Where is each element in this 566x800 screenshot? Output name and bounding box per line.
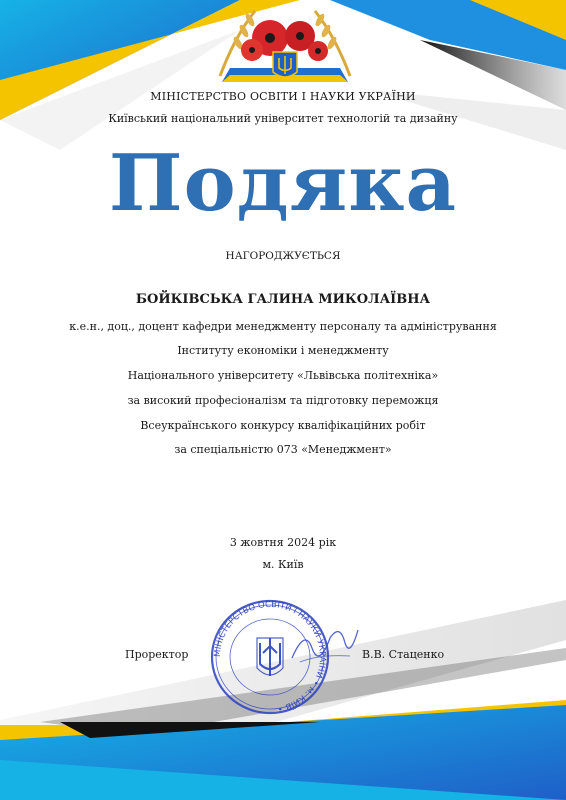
recipient-line: Національного університету «Львівська політехніка» bbox=[127, 369, 439, 382]
seal-text: МІНІСТЕРСТВО ОСВІТИ І НАУКИ УКРАЇНИ • м. КИЇВ • bbox=[212, 599, 328, 714]
signature-name: В.В. Стаценко bbox=[362, 648, 445, 661]
certificate-title: Подяка bbox=[108, 138, 458, 229]
signature-scribble bbox=[290, 618, 360, 668]
recipient-line: к.е.н., доц., доцент кафедри менеджменту персоналу та адміністрування bbox=[69, 320, 497, 333]
issue-date: 3 жовтня 2024 рік bbox=[229, 536, 337, 549]
awarded-label: НАГОРОДЖУЄТЬСЯ bbox=[225, 250, 341, 262]
ministry-heading: МІНІСТЕРСТВО ОСВІТИ І НАУКИ УКРАЇНИ bbox=[150, 90, 416, 103]
poppy-emblem-icon bbox=[200, 6, 370, 90]
recipient-line: Всеукраїнського конкурсу кваліфікаційних робіт bbox=[140, 419, 426, 432]
university-heading: Київський національний університет технологій та дизайну bbox=[108, 112, 458, 125]
recipient-line: за високий професіоналізм та підготовку переможця bbox=[127, 394, 439, 407]
recipient-line: за спеціальністю 073 «Менеджмент» bbox=[174, 443, 392, 456]
recipient-name: БОЙКІВСЬКА ГАЛИНА МИКОЛАЇВНА bbox=[135, 292, 431, 307]
signature-role: Проректор bbox=[125, 648, 189, 661]
issue-city: м. Київ bbox=[262, 558, 304, 571]
recipient-line: Інституту економіки і менеджменту bbox=[177, 344, 389, 357]
